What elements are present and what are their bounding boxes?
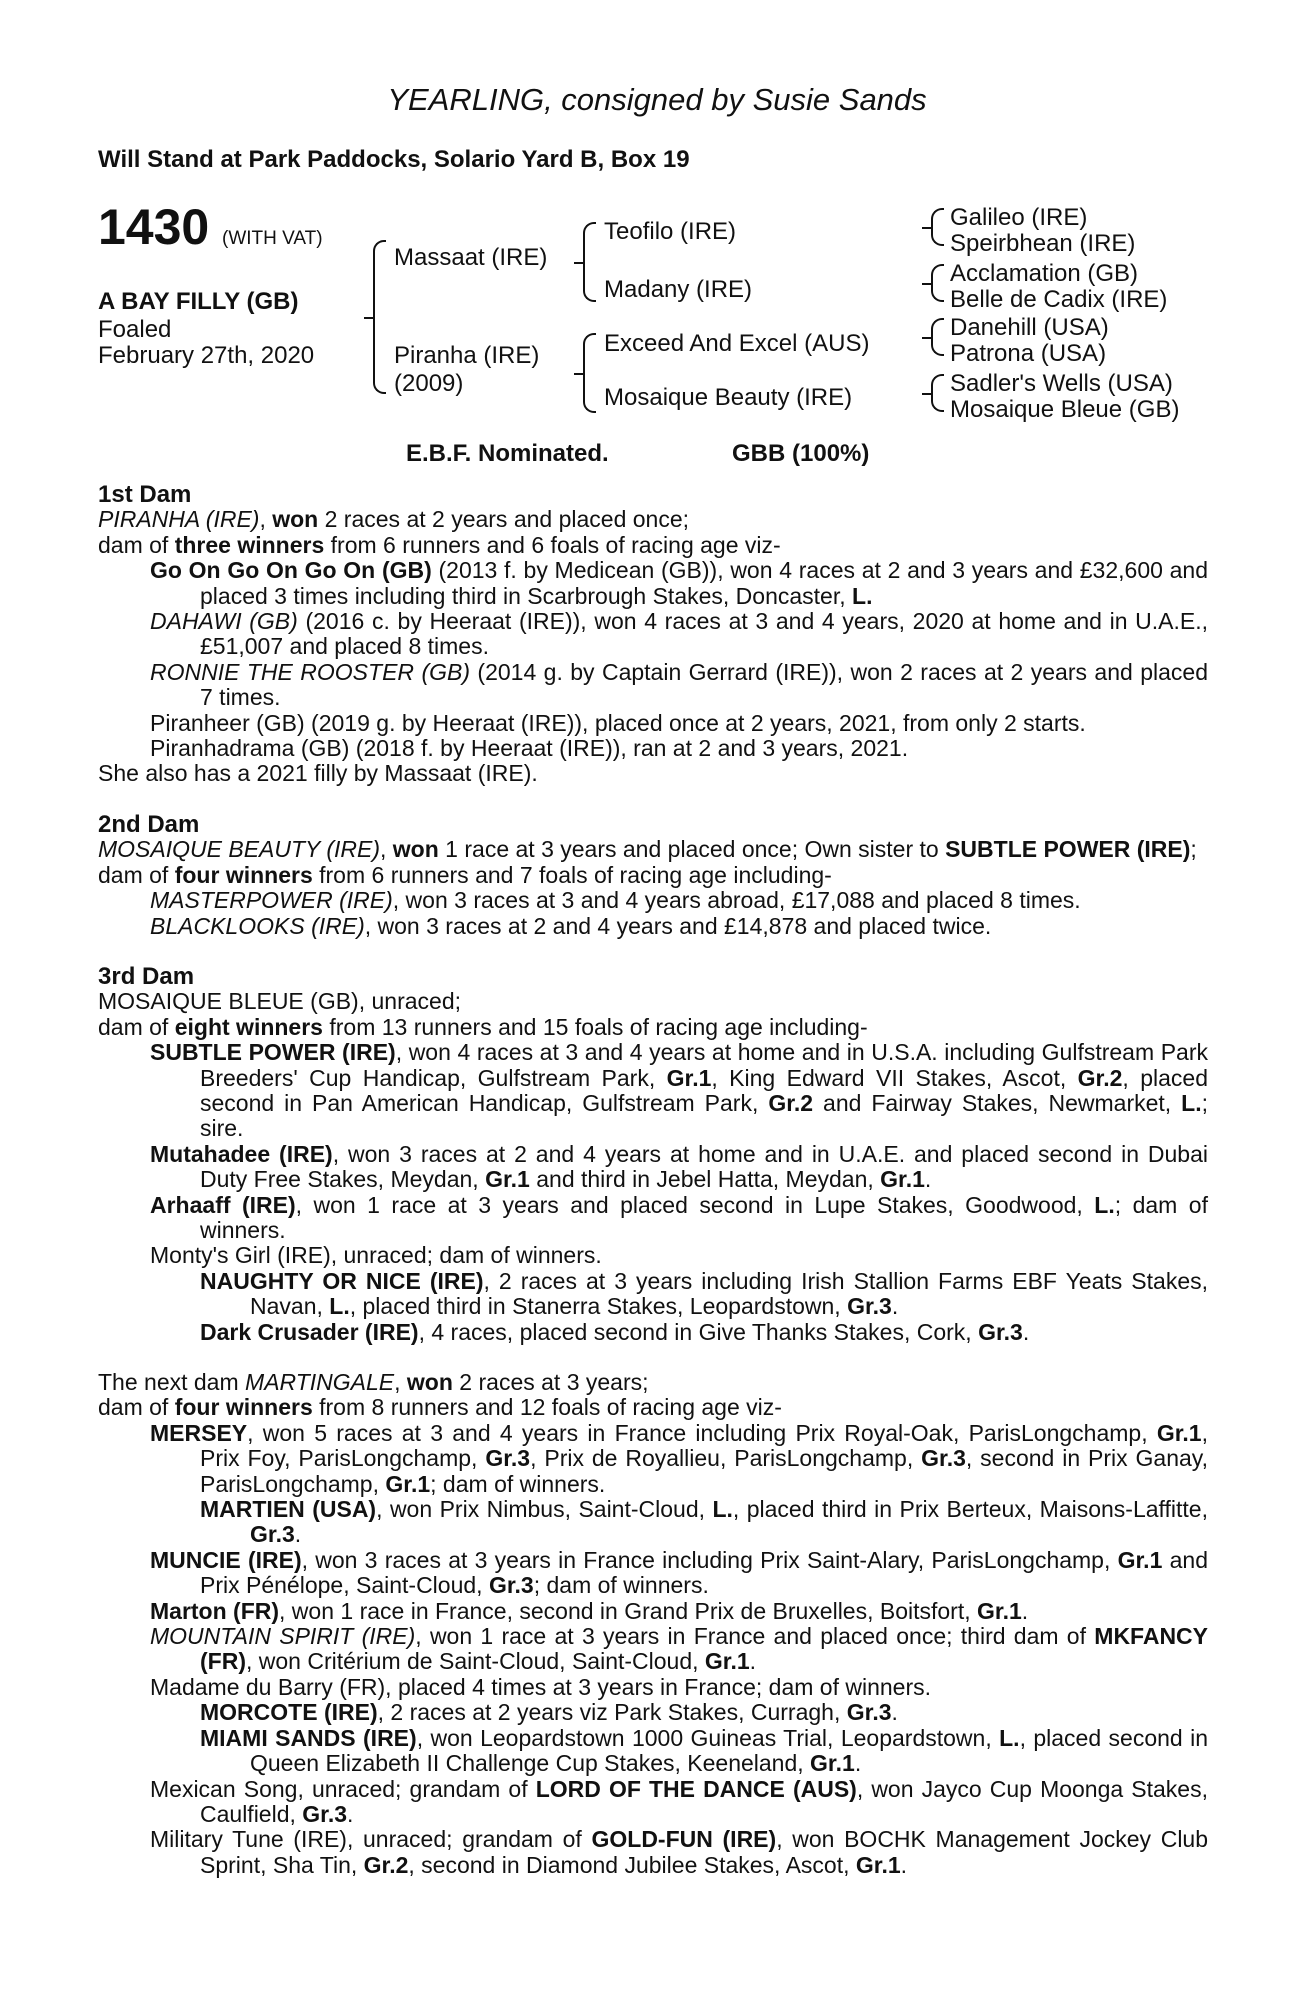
pedigree-dam-dam: Mosaique Beauty (IRE): [604, 384, 853, 411]
pedigree-dsd: Patrona (USA): [950, 340, 1107, 367]
pedigree-sds: Acclamation (GB): [950, 260, 1139, 287]
pedigree-bracket-sd: [931, 264, 944, 302]
foaled-label: Foaled: [98, 316, 172, 343]
pedigree-dam: Piranha (IRE): [394, 342, 540, 369]
foaling-date: February 27th, 2020: [98, 342, 315, 369]
pedigree-ddd: Mosaique Bleue (GB): [950, 396, 1180, 423]
pedigree-bracket-dd: [931, 374, 944, 412]
pedigree-bracket-ds: [931, 318, 944, 356]
pedigree-sire-dam: Madany (IRE): [604, 276, 753, 303]
pedigree-bracket-ss: [931, 208, 944, 246]
catalogue-page-body: 1st Dam PIRANHA (IRE), won 2 races at 2 years and placed once; dam of three winners from 6 runners and 6 foals of racing age viz- Go On Go On Go On (GB) (2013 f. by Medicean (GB)), won 4 races at 2 and 3 years and £32,600 and placed 3 times including third in Scarbrough Stakes, Doncaster, L. DAHAWI (GB) (2016 c. by Heeraat (IRE)), won 4 races at 3 and 4 years, 2020 at home and in U.A.E., £51,007 and placed 8 times. RONNIE THE ROOSTER (GB) (2014 g. by Captain Gerrard (IRE)), won 2 races at 2 years and placed 7 times. Piranheer (GB) (2019 g. by Heeraat (IRE)), placed once at 2 years, 2021, from only 2 starts. Piranhadrama (GB) (2018 f. by Heeraat (IRE)), ran at 2 and 3 years, 2021. She also has a 2021 filly by Massaat (IRE). 2nd Dam MOSAIQUE BEAUTY (IRE), won 1 race at 3 years and placed once; Own sister to SUBTLE POWER (IRE); dam of four winners from 6 runners and 7 foals of racing age including- MASTERPOWER (IRE), won 3 races at 3 and 4 years abroad, £17,088 and placed 8 times. BLACKLOOKS (IRE), won 3 races at 2 and 4 years and £14,878 and placed twice. 3rd Dam MOSAIQUE BLEUE (GB), unraced; dam of eight winners from 13 runners and 15 foals of racing age including- SUBTLE POWER (IRE), won 4 races at 3 and 4 years at home and in U.S.A. including Gulfstream Park Breeders' Cup Handicap, Gulfstream Park, Gr.1, King Edward VII Stakes, Ascot, Gr.2, placed second in Pan American Handicap, Gulfstream Park, Gr.2 and Fairway Stakes, Newmarket, L.; sire. Mutahadee (IRE), won 3 races at 2 and 4 years at home and in U.A.E. and placed second in Dubai Duty Free Stakes, Meydan, Gr.1 and third in Jebel Hatta, Meydan, Gr.1. Arhaaff (IRE), won 1 race at 3 years and placed second in Lupe Stakes, Goodwood, L.; dam of winners. Monty's Girl (IRE), unraced; dam of winners. NAUGHTY OR NICE (IRE), 2 races at 3 years including Irish Stallion Farms EBF Yeats Stakes, Navan, L., placed third in Stanerra Stakes, Leopardstown, Gr.3. Dark Crusader (IRE), 4 races, placed second in Give Thanks Stakes, Cork, Gr.3. The next dam MARTINGALE, won 2 races at 3 years; dam of four winners from 8 runners and 12 foals of racing age viz- MERSEY, won 5 races at 3 and 4 years in France including Prix Royal-Oak, ParisLongchamp, Gr.1, Prix Foy, ParisLongchamp, Gr.3, Prix de Royallieu, ParisLongchamp, Gr.3, second in Prix Ganay, ParisLongchamp, Gr.1; dam of winners. MARTIEN (USA), won Prix Nimbus, Saint-Cloud, L., placed third in Prix Berteux, Maisons-Laffitte, Gr.3. MUNCIE (IRE), won 3 races at 3 years in France including Prix Saint-Alary, ParisLongchamp, Gr.1 and Prix Pénélope, Saint-Cloud, Gr.3; dam of winners. Marton (FR), won 1 race in France, second in Grand Prix de Bruxelles, Boitsfort, Gr.1. MOUNTAIN SPIRIT (IRE), won 1 race at 3 years in France and placed once; third dam of MKFANCY (FR), won Critérium de Saint-Cloud, Saint-Cloud, Gr.1. Madame du Barry (FR), placed 4 times at 3 years in France; dam of winners. MORCOTE (IRE), 2 races at 2 years viz Park Stakes, Curragh, Gr.3. MIAMI SANDS (IRE), won Leopardstown 1000 Guineas Trial, Leopardstown, L., placed second in Queen Elizabeth II Challenge Cup Stakes, Keeneland, Gr.1. Mexican Song, unraced; grandam of LORD OF THE DANCE (AUS), won Jayco Cup Moonga Stakes, Caulfield, Gr.3. Military Tune (IRE), unraced; grandam of GOLD-FUN (IRE), won BOCHK Management Jockey Club Sprint, Sha Tin, Gr.2, second in Diamond Jubilee Stakes, Ascot, Gr.1.: [98, 481, 1209, 1878]
pedigree-ssd: Speirbhean (IRE): [950, 230, 1136, 257]
pedigree-bracket-gen1: [373, 240, 386, 394]
pedigree-dds: Sadler's Wells (USA): [950, 370, 1173, 397]
lot-number: 1430: [98, 199, 210, 255]
pedigree-dss: Danehill (USA): [950, 314, 1109, 341]
pedigree-sdd: Belle de Cadix (IRE): [950, 286, 1168, 313]
pedigree-dam-sire: Exceed And Excel (AUS): [604, 330, 870, 357]
horse-description: A BAY FILLY (GB): [98, 288, 299, 315]
catalogue-heading: YEARLING, consigned by Susie Sands: [387, 82, 927, 117]
pedigree-bracket-dam: [583, 333, 596, 413]
pedigree-sire: Massaat (IRE): [394, 244, 548, 271]
pedigree-sss: Galileo (IRE): [950, 204, 1088, 231]
vat-note: (WITH VAT): [222, 228, 323, 249]
pedigree-bracket-sire: [583, 222, 596, 302]
stand-location: Will Stand at Park Paddocks, Solario Yard B, Box 19: [98, 146, 690, 173]
pedigree-sire-sire: Teofilo (IRE): [604, 218, 737, 245]
pedigree-dam-year: (2009): [394, 370, 464, 397]
ebf-nomination: E.B.F. Nominated.: [406, 440, 609, 467]
gbb-status: GBB (100%): [732, 440, 870, 467]
